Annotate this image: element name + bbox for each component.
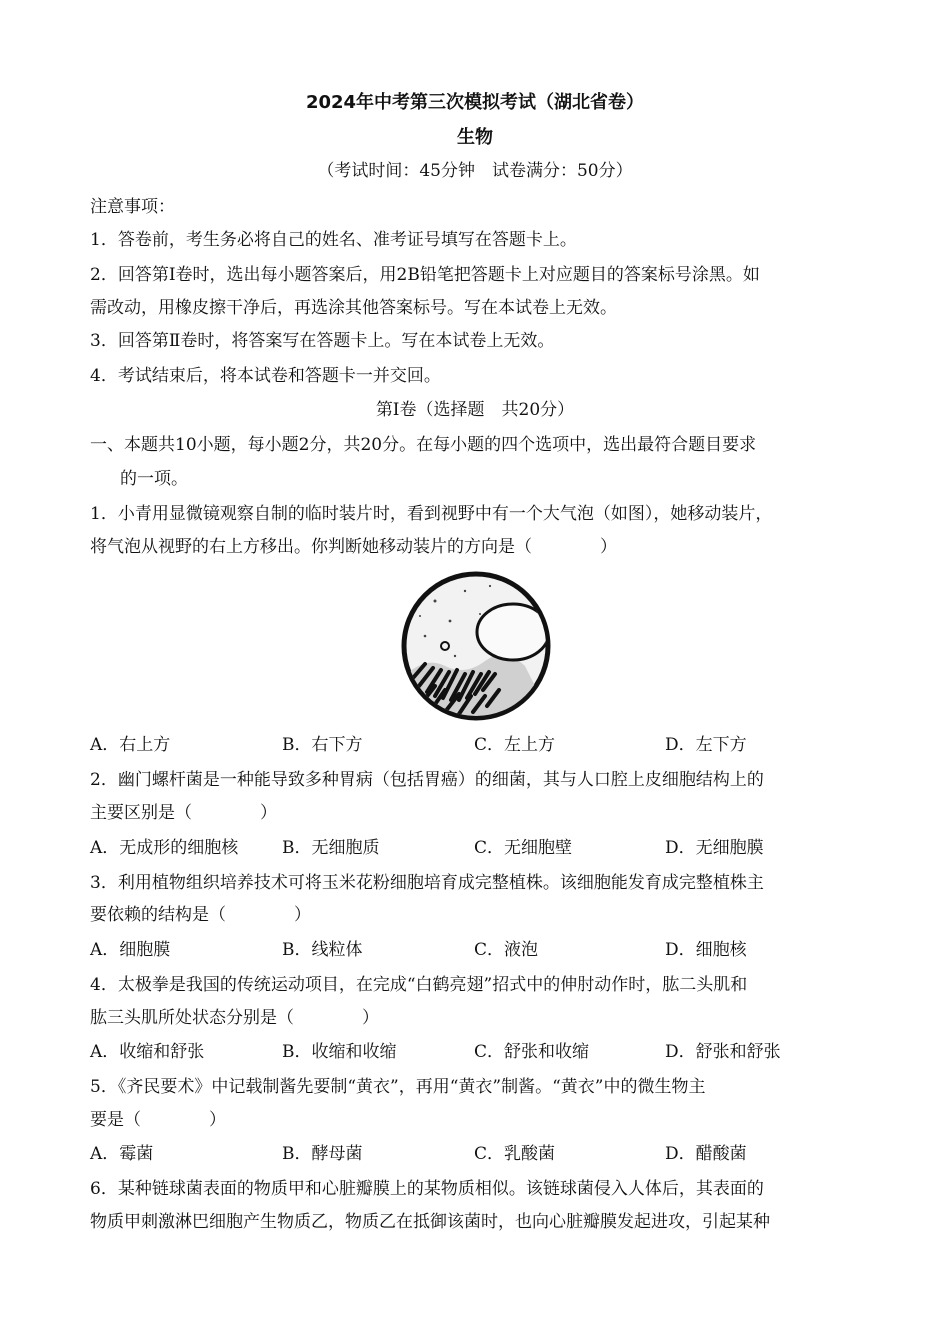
question-3-stem-continued: 要依赖的结构是（ ） [90, 905, 311, 925]
q3-option-c: C．液泡 [474, 940, 539, 960]
question-4-stem-continued: 肱三头肌所处状态分别是（ ） [90, 1008, 379, 1028]
question-6-stem-continued: 物质甲刺激淋巴细胞产生物质乙，物质乙在抵御该菌时，也向心脏瓣膜发起进攻，引起某种 [90, 1212, 770, 1232]
note-item-continued: 需改动，用橡皮擦干净后，再选涂其他答案标号。写在本试卷上无效。 [90, 298, 617, 318]
q3-option-b: B．线粒体 [282, 940, 363, 960]
q5-option-d: D．醋酸菌 [665, 1144, 747, 1164]
q1-option-c: C．左上方 [474, 735, 556, 755]
exam-title: 2024年中考第三次模拟考试（湖北省卷） [305, 92, 645, 113]
q5-option-b: B．酵母菌 [282, 1144, 363, 1164]
question-4-stem: 4．太极拳是我国的传统运动项目，在完成“白鹤亮翅”招式中的伸肘动作时，肱二头肌和 [90, 975, 748, 995]
q5-option-a: A．霉菌 [90, 1144, 154, 1164]
q1-option-b: B．右下方 [282, 735, 363, 755]
q1-option-d: D．左下方 [665, 735, 747, 755]
question-1-stem: 1．小青用显微镜观察自制的临时装片时，看到视野中有一个大气泡（如图），她移动装片， [90, 504, 773, 524]
q2-option-b: B．无细胞质 [282, 838, 380, 858]
question-3-stem: 3．利用植物组织培养技术可将玉米花粉细胞培育成完整植株。该细胞能发育成完整植株主 [90, 873, 764, 893]
note-item: 1．答卷前，考生务必将自己的姓名、准考证号填写在答题卡上。 [90, 230, 577, 250]
section1-title: 第Ⅰ卷（选择题 共20分） [375, 400, 575, 420]
question-5-stem: 5．《齐民要术》中记载制酱先要制“黄衣”，再用“黄衣”制酱。“黄衣”中的微生物主 [90, 1077, 706, 1097]
q4-option-c: C．舒张和收缩 [474, 1042, 590, 1062]
q5-option-c: C．乳酸菌 [474, 1144, 556, 1164]
q4-option-a: A．收缩和舒张 [90, 1042, 205, 1062]
q4-option-d: D．舒张和舒张 [665, 1042, 781, 1062]
q2-option-d: D．无细胞膜 [665, 838, 764, 858]
note-item: 2．回答第Ⅰ卷时，选出每小题答案后，用2B铅笔把答题卡上对应题目的答案标号涂黑。如 [90, 265, 760, 285]
question-2-stem: 2．幽门螺杆菌是一种能导致多种胃病（包括胃癌）的细菌，其与人口腔上皮细胞结构上的 [90, 770, 764, 790]
q3-option-d: D．细胞核 [665, 940, 747, 960]
question-1-stem-continued: 将气泡从视野的右上方移出。你判断她移动装片的方向是（ ） [90, 537, 617, 557]
subject-title: 生物 [457, 127, 493, 148]
q2-option-c: C．无细胞壁 [474, 838, 573, 858]
q4-option-b: B．收缩和收缩 [282, 1042, 397, 1062]
q2-option-a: A．无成形的细胞核 [90, 838, 239, 858]
section1-instruction: 一、本题共10小题，每小题2分，共20分。在每小题的四个选项中，选出最符合题目要求 [90, 435, 757, 455]
note-item: 4．考试结束后，将本试卷和答题卡一并交回。 [90, 366, 441, 386]
question-5-stem-continued: 要是（ ） [90, 1110, 226, 1130]
microscope-field-figure [395, 566, 557, 726]
question-2-stem-continued: 主要区别是（ ） [90, 803, 277, 823]
notes-heading: 注意事项： [90, 197, 175, 217]
section1-instruction-continued: 的一项。 [120, 469, 188, 489]
question-6-stem: 6．某种链球菌表面的物质甲和心脏瓣膜上的某物质相似。该链球菌侵入人体后，其表面的 [90, 1179, 764, 1199]
q1-option-a: A．右上方 [90, 735, 171, 755]
exam-info: （考试时间：45分钟 试卷满分：50分） [317, 161, 633, 181]
q3-option-a: A．细胞膜 [90, 940, 171, 960]
note-item: 3．回答第Ⅱ卷时，将答案写在答题卡上。写在本试卷上无效。 [90, 331, 555, 351]
